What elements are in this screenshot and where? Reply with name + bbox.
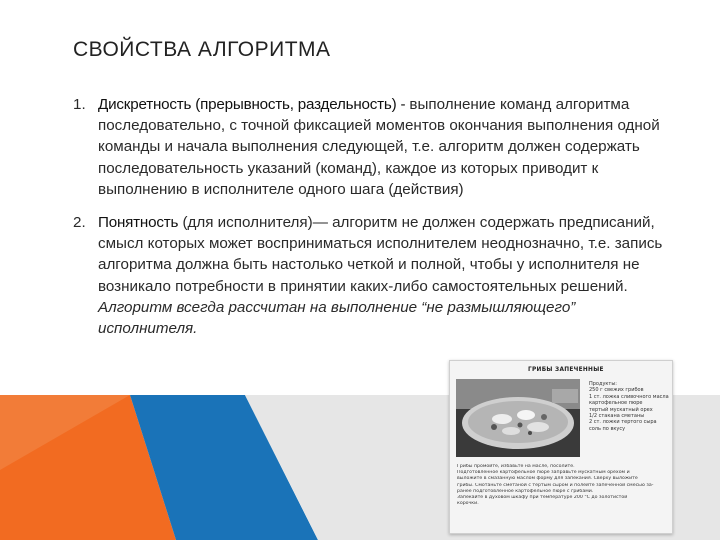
ingredient-line: тертый мускатный орех: [589, 406, 653, 413]
property-item-2: [73, 212, 673, 339]
slide-body: [73, 94, 673, 339]
dish-photo: [456, 379, 580, 457]
item-text: выполнение команд алгоритма последовательно, с точной фиксацией моментов окончания выполнения одной команды и начала выполнения следующей, т.е. алгоритм должен содержать последовательность указаний (команд), каждое из которых приводит к выполнению в исполнителе одного шага (действия): [98, 96, 660, 198]
step-line: Грибы промойте, избавьте на масле, посолите.: [457, 464, 575, 469]
ingredient-line: Продукты:: [589, 381, 617, 387]
slide-title: СВОЙСТВА АЛГОРИТМА: [73, 38, 331, 61]
ingredient-line: картофельное пюре: [589, 400, 643, 407]
recipe-image: [449, 360, 673, 534]
recipe-ingredients: [589, 381, 669, 432]
ingredient-line: 1 ст. ложка сливочного масла: [589, 393, 669, 400]
item-number: 1.: [73, 96, 86, 113]
recipe-steps: [457, 464, 667, 507]
ingredient-line: 250 г свежих грибов: [589, 387, 644, 394]
item-number: 2.: [73, 214, 86, 232]
item-term: Понятность: [98, 214, 179, 232]
ingredient-line: 1/2 стакана сметаны: [589, 413, 645, 420]
item-text: (для исполнителя)— алгоритм не должен содержать предписаний, смысл которых может восприниматься исполнителем неоднозначно, т.е. запись алгоритма должна быть настолько четкой и полной, чтобы у исполнителя не возникало потребности в принятии каких-либо самостоятельных решений.: [98, 214, 663, 295]
step-line: выложите в смазанную маслом форму для запекания. Сверху выложите: [457, 476, 638, 482]
item-term: Дискретность (прерывность, раздельность) -: [98, 96, 410, 113]
property-item-1: [73, 94, 673, 200]
step-line: Подготовленное картофельное пюре заправьте мускатным орехом и: [457, 470, 630, 476]
recipe-title: ГРИБЫ ЗАПЕЧЕННЫЕ: [528, 367, 604, 373]
step-line: корочки.: [457, 501, 479, 507]
ingredient-line: соль по вкусу: [589, 425, 626, 432]
step-line: грибы. Смотаньте сметаной с тертым сыром и полейте запеченной смесью за-: [457, 482, 654, 488]
ingredient-line: 2 ст. ложки тертого сыра: [589, 419, 657, 426]
step-line: Запекайте в духовом шкафу при температуре 200 °С до золотистой: [457, 495, 628, 501]
item-emphasis: Алгоритм всегда рассчитан на выполнение “не размышляющего” исполнителя.: [98, 298, 576, 338]
step-line: ранее подготовленное картофельное пюре с грибами.: [457, 488, 594, 494]
